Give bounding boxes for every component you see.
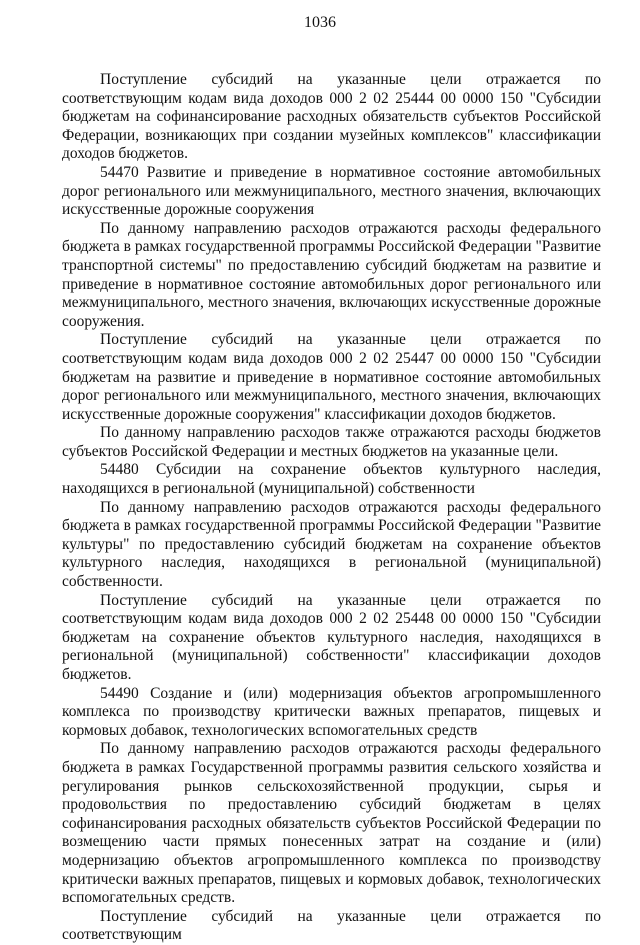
paragraph: По данному направлению расходов отражаются расходы федерального бюджета в рамках государственной программы Российской Федерации "Развитие культуры" по предоставлению субсидий бюджетам на сохранение объектов культурного наследия, находящихся в региональной (муниципальной) собственности. [62,498,601,591]
document-body [62,71,601,945]
paragraph: По данному направлению расходов отражаются расходы федерального бюджета в рамках Государственной программы развития сельского хозяйства и регулирования рынков сельскохозяйственной продукции, сырья и продовольствия по предоставлению субсидий бюджетам в целях софинансирования расходных обязательств субъектов Российской Федерации по возмещению части прямых понесенных затрат на создание и (или) модернизацию объектов агропромышленного комплекса по производству критически важных препаратов, пищевых и кормовых добавок, технологических вспомогательных средств. [62,740,601,907]
paragraph: По данному направлению расходов также отражаются расходы бюджетов субъектов Российской Федерации и местных бюджетов на указанные цели. [62,424,601,460]
paragraph: Поступление субсидий на указанные цели отражается по соответствующим кодам вида доходов 000 2 02 25448 00 0000 150 "Субсидии бюджетам на сохранение объектов культурного наследия, находящихся в региональной (муниципальной) собственности" классификации доходов бюджетов. [62,591,601,683]
paragraph: Поступление субсидий на указанные цели отражается по соответствующим кодам вида доходов 000 2 02 25444 00 0000 150 "Субсидии бюджетам на софинансирование расходных обязательств субъектов Российской Федерации, возникающих при создании музейных комплексов" классификации доходов бюджетов. [62,71,601,163]
paragraph: По данному направлению расходов отражаются расходы федерального бюджета в рамках государственной программы Российской Федерации "Развитие транспортной системы" по предоставлению субсидий бюджетам на развитие и приведение в нормативное состояние автомобильных дорог регионального или межмуниципального, местного значения, включающих искусственные дорожные сооружения. [62,219,601,330]
paragraph: Поступление субсидий на указанные цели отражается по соответствующим [62,907,601,944]
paragraph: 54470 Развитие и приведение в нормативное состояние автомобильных дорог регионального или межмуниципального, местного значения, включающих искусственные дорожные сооружения [62,163,601,219]
paragraph: Поступление субсидий на указанные цели отражается по соответствующим кодам вида доходов 000 2 02 25447 00 0000 150 "Субсидии бюджетам на развитие и приведение в нормативное состояние автомобильных дорог регионального или межмуниципального, местного значения, включающих искусственные дорожные сооружения" классификации доходов бюджетов. [62,331,601,423]
paragraph: 54490 Создание и (или) модернизация объектов агропромышленного комплекса по производству критически важных препаратов, пищевых и кормовых добавок, технологических вспомогательных средств [62,684,601,739]
paragraph: 54480 Субсидии на сохранение объектов культурного наследия, находящихся в региональной (муниципальной) собственности [62,461,601,498]
page-number: 1036 [304,14,336,31]
